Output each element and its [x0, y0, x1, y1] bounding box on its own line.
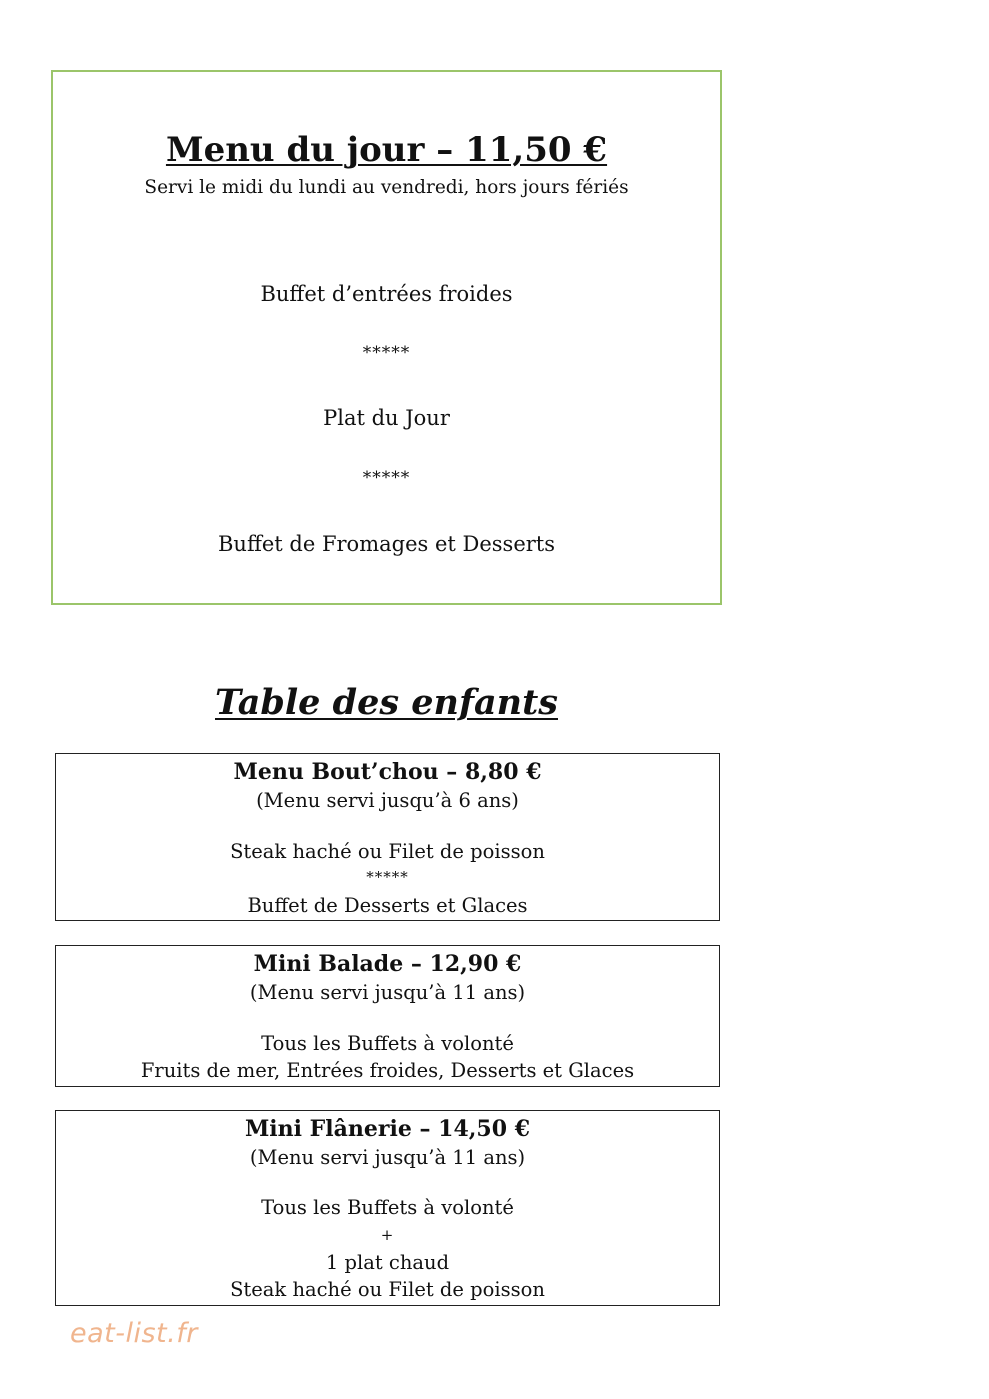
kids-menu-line: Tous les Buffets à volonté [261, 1032, 514, 1055]
kids-menu-line: Steak haché ou Filet de poisson [230, 840, 545, 863]
kids-menu-boutchou [55, 753, 720, 921]
menu-du-jour-subtitle: Servi le midi du lundi au vendredi, hors jours fériés [144, 177, 629, 198]
kids-menu-condition: (Menu servi jusqu’à 6 ans) [256, 789, 519, 812]
kids-menu-condition: (Menu servi jusqu’à 11 ans) [249, 981, 526, 1004]
kids-menu-line: Tous les Buffets à volonté [261, 1196, 514, 1219]
menu-du-jour-box [51, 70, 722, 605]
menu-item-fromages-desserts: Buffet de Fromages et Desserts [217, 532, 555, 556]
kids-menu-line: Fruits de mer, Entrées froides, Desserts et Glaces [140, 1059, 635, 1082]
menu-item-plat: Plat du Jour [323, 406, 450, 430]
watermark: eat-list.fr [70, 1318, 198, 1349]
kids-menu-mini-flanerie [55, 1110, 720, 1306]
kids-menu-plus: + [380, 1226, 395, 1244]
table-des-enfants-heading: Table des enfants [215, 682, 558, 723]
kids-menu-title: Menu Bout’chou – 8,80 € [233, 759, 542, 785]
kids-menu-title: Mini Balade – 12,90 € [253, 951, 522, 977]
kids-menu-separator: ***** [366, 868, 409, 886]
menu-separator: ***** [362, 343, 411, 363]
kids-menu-mini-balade [55, 945, 720, 1087]
kids-menu-line: Steak haché ou Filet de poisson [230, 1278, 545, 1301]
kids-menu-line: Buffet de Desserts et Glaces [247, 894, 528, 917]
kids-menu-title: Mini Flânerie – 14,50 € [244, 1116, 531, 1142]
kids-menu-line: 1 plat chaud [325, 1251, 450, 1274]
menu-du-jour-title: Menu du jour – 11,50 € [165, 130, 608, 170]
kids-menu-condition: (Menu servi jusqu’à 11 ans) [249, 1146, 526, 1169]
menu-item-entrees: Buffet d’entrées froides [260, 282, 513, 306]
menu-separator: ***** [362, 468, 411, 488]
